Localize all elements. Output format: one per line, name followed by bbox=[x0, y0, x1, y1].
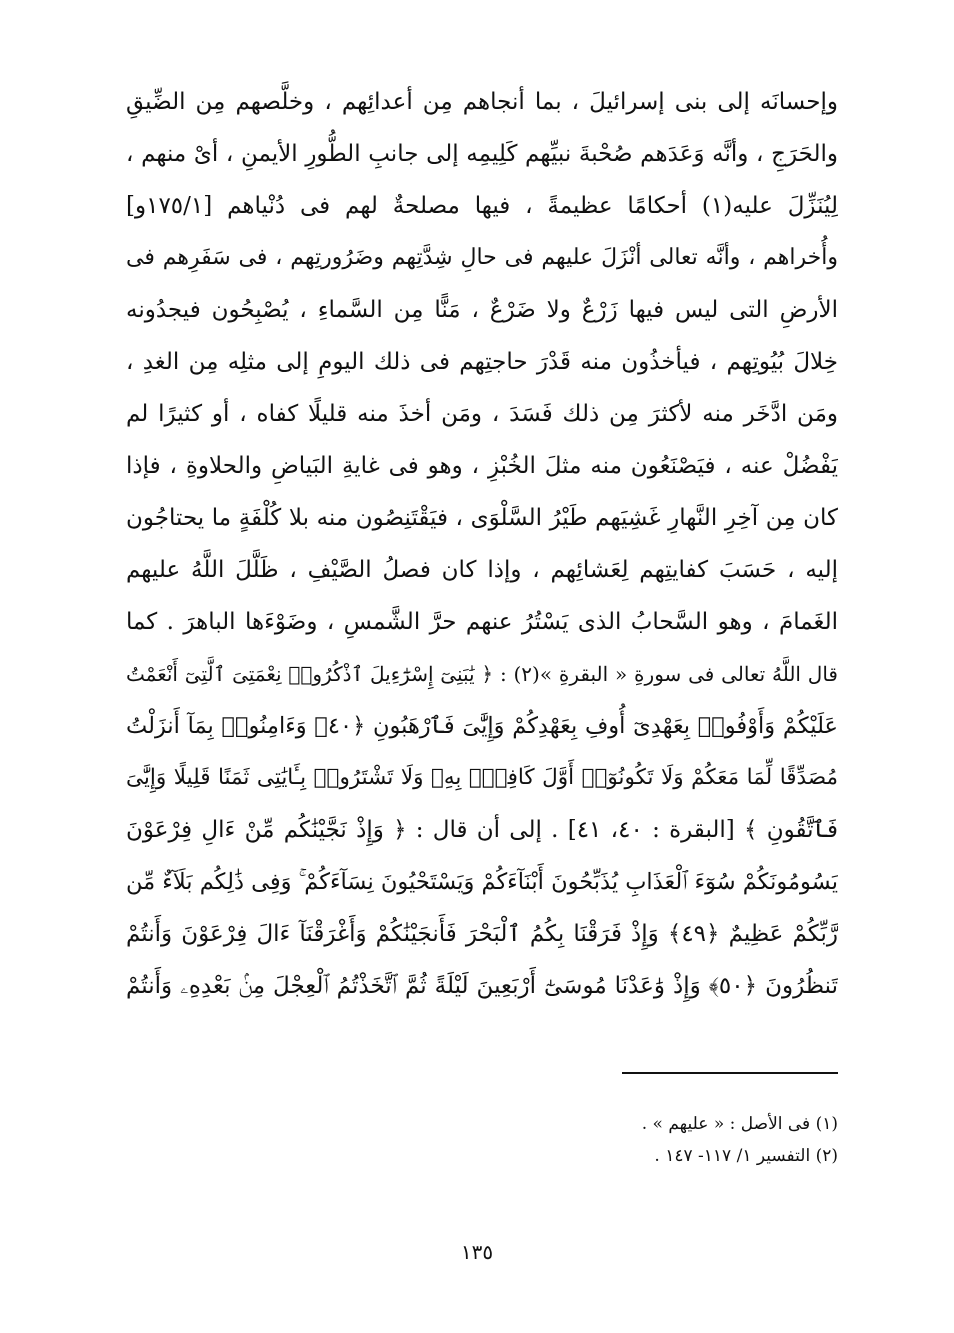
text-line: وأُخراهم ، وأنَّه تعالى أنْزَلَ عليهم فى حالِ شِدَّتِهم وضَرُورتِهم ، فى سَفَرِهم فى bbox=[126, 245, 838, 270]
footnote-2: (٢) التفسير ١/ ١١٧- ١٤٧ . bbox=[654, 1146, 838, 1166]
quran-line: يَسُومُونَكُمْ سُوٓءَ ٱلْعَذَابِ يُذَبِّحُونَ أَبْنَآءَكُمْ وَيَسْتَحْيُونَ نِسَآءَكُمْ ۚ وَفِى ذَٰلِكُم بَلَآءٌ مِّن bbox=[126, 869, 838, 895]
text-line: إليه ، حَسَبَ كفايتِهم لِعَشائِهم ، وإذا كان فصلُ الصَّيْفِ ، ظَلَّلَ اللَّهُ عليهم bbox=[126, 557, 838, 583]
footnotes bbox=[300, 1108, 838, 1172]
body-text bbox=[126, 76, 838, 1012]
footnote-divider bbox=[622, 1072, 838, 1074]
quran-line: فَٱتَّقُونِ ﴾ [البقرة : ٤٠، ٤١] . إلى أن قال : ﴿ وَإِذْ نَجَّيْنَٰكُم مِّنْ ءَالِ فِرْعَوْنَ bbox=[126, 817, 838, 843]
text-line: لِيُنَزِّلَ عليه(١) أحكامًا عظيمةً ، فيها مصلحةٌ لهم فى دُنْياهم [١٧٥/١و] bbox=[126, 193, 838, 219]
page-number: ١٣٥ bbox=[460, 1240, 494, 1264]
text-line: الغَمامَ ، وهو السَّحابُ الذى يَسْتُرُ عنهم حرَّ الشَّمسِ ، وضَوْءَها الباهرَ . كما bbox=[126, 609, 838, 635]
text-line: الأرضِ التى ليس فيها زَرْعٌ ولا ضَرْعٌ ، مَنًّا مِن السَّماءِ ، يُصْبِحُون فيجدُونه bbox=[126, 297, 838, 323]
text-line: والحَرَجِ ، وأنَّه وَعَدَهم صُحْبةَ نبيِّهم كَلِيمِه إلى جانبِ الطُّورِ الأيمنِ ، أىْ منهم ، bbox=[126, 141, 838, 167]
text-line: ومَن ادَّخَر منه لأكثرَ مِن ذلك فَسَدَ ، ومَن أخذَ منه قليلًا كفاه ، أو كثيرًا لم bbox=[126, 401, 838, 427]
text-line: يَفْضُلْ عنه ، فيَصْنَعُون منه مثلَ الخُبْزِ ، وهو فى غايةِ البَياضِ والحلاوةِ ، فإذا bbox=[126, 453, 838, 479]
text-line: خِلالَ بُيُوتِهم ، فيأخذُون منه قَدْرَ حاجتِهم فى ذلك اليومِ إلى مثلِه مِن الغدِ ، bbox=[126, 349, 838, 375]
quran-line: تَنظُرُونَ ﴿٥٠﴾ وَإِذْ وَٰعَدْنَا مُوسَىٰٓ أَرْبَعِينَ لَيْلَةً ثُمَّ ٱتَّخَذْتُمُ ٱلْعِجْلَ مِنۢ بَعْدِهِۦ وَأَنتُمْ bbox=[126, 973, 838, 999]
text-line: وإحسانَه إلى بنى إسرائيلَ ، بما أنجاهم مِن أعدائِهم ، وخلَّصهم مِن الضِّيقِ bbox=[126, 89, 838, 115]
quran-line: عَلَيْكُمْ وَأَوْفُوا۟ بِعَهْدِىٓ أُوفِ بِعَهْدِكُمْ وَإِيَّٰىَ فَٱرْهَبُونِ ﴿٤٠﴾ وَءَامِنُوا۟ بِمَآ أَنزَلْتُ bbox=[126, 713, 838, 739]
text-line: قال اللَّهُ تعالى فى سورةِ « البقرةِ »(٢) : ﴿ يَٰبَنِىٓ إِسْرَٰٓءِيلَ ٱذْكُرُوا۟ نِعْمَتِىَ ٱلَّتِىٓ أَنْعَمْتُ bbox=[126, 662, 838, 686]
quran-line: مُصَدِّقًا لِّمَا مَعَكُمْ وَلَا تَكُونُوٓا۟ أَوَّلَ كَافِرٍۭ بِهِۦ وَلَا تَشْتَرُوا۟ بِـَٔايَٰتِى ثَمَنًا قَلِيلًا وَإِيَّٰىَ bbox=[126, 765, 838, 790]
quran-line: رَّبِّكُمْ عَظِيمٌ ﴿٤٩﴾ وَإِذْ فَرَقْنَا بِكُمُ ٱلْبَحْرَ فَأَنجَيْنَٰكُمْ وَأَغْرَقْنَآ ءَالَ فِرْعَوْنَ وَأَنتُمْ bbox=[126, 921, 838, 947]
footnote-1: (١) فى الأصل : « عليهم » . bbox=[641, 1114, 838, 1134]
text-line: كان مِن آخِرِ النَّهارِ غَشِيَهم طَيْرُ السَّلْوَى ، فيَقْتَنِصُون منه بلا كُلْفَةٍ ما يحتاجُون bbox=[126, 505, 838, 531]
